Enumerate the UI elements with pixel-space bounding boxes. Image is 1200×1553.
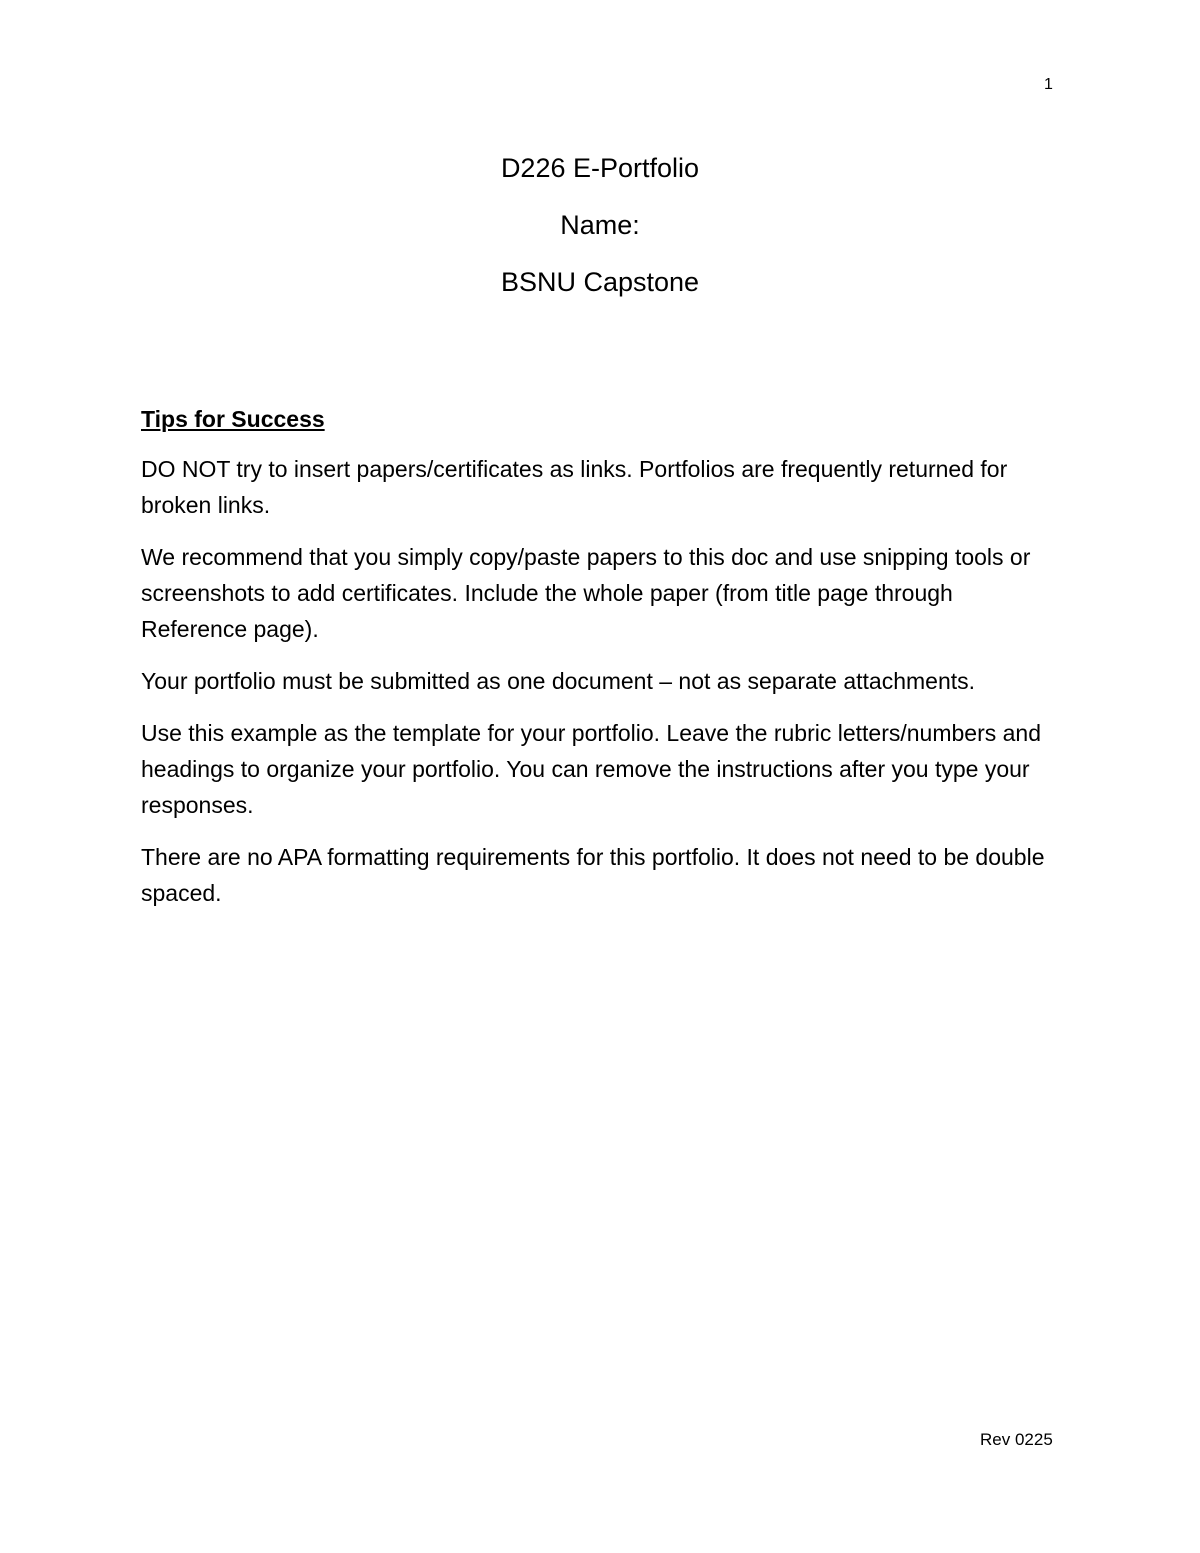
document-title: D226 E-Portfolio [500, 153, 700, 183]
name-line: Name: [560, 210, 640, 240]
page-number: 1 [1044, 76, 1053, 93]
tip-paragraph-formatting: There are no APA formatting requirements for this portfolio. It does not need to be double spaced. [141, 844, 1045, 906]
tips-heading: Tips for Success [141, 406, 325, 432]
tips-section [141, 401, 1061, 927]
tip-paragraph-copy-paste: We recommend that you simply copy/paste papers to this doc and use snipping tools or screenshots to add certificates. Include the whole paper (from title page through Reference page). [141, 544, 1031, 642]
course-line: BSNU Capstone [500, 267, 700, 297]
tip-paragraph-template: Use this example as the template for your portfolio. Leave the rubric letters/numbers and headings to organize your portfolio. You can remove the instructions after you type your responses. [141, 720, 1042, 818]
tip-paragraph-links: DO NOT try to insert papers/certificates as links. Portfolios are frequently returned for broken links. [141, 456, 1008, 518]
title-block [0, 140, 1200, 311]
revision-footer: Rev 0225 [980, 1430, 1053, 1449]
tip-paragraph-one-document: Your portfolio must be submitted as one document – not as separate attachments. [141, 668, 976, 694]
